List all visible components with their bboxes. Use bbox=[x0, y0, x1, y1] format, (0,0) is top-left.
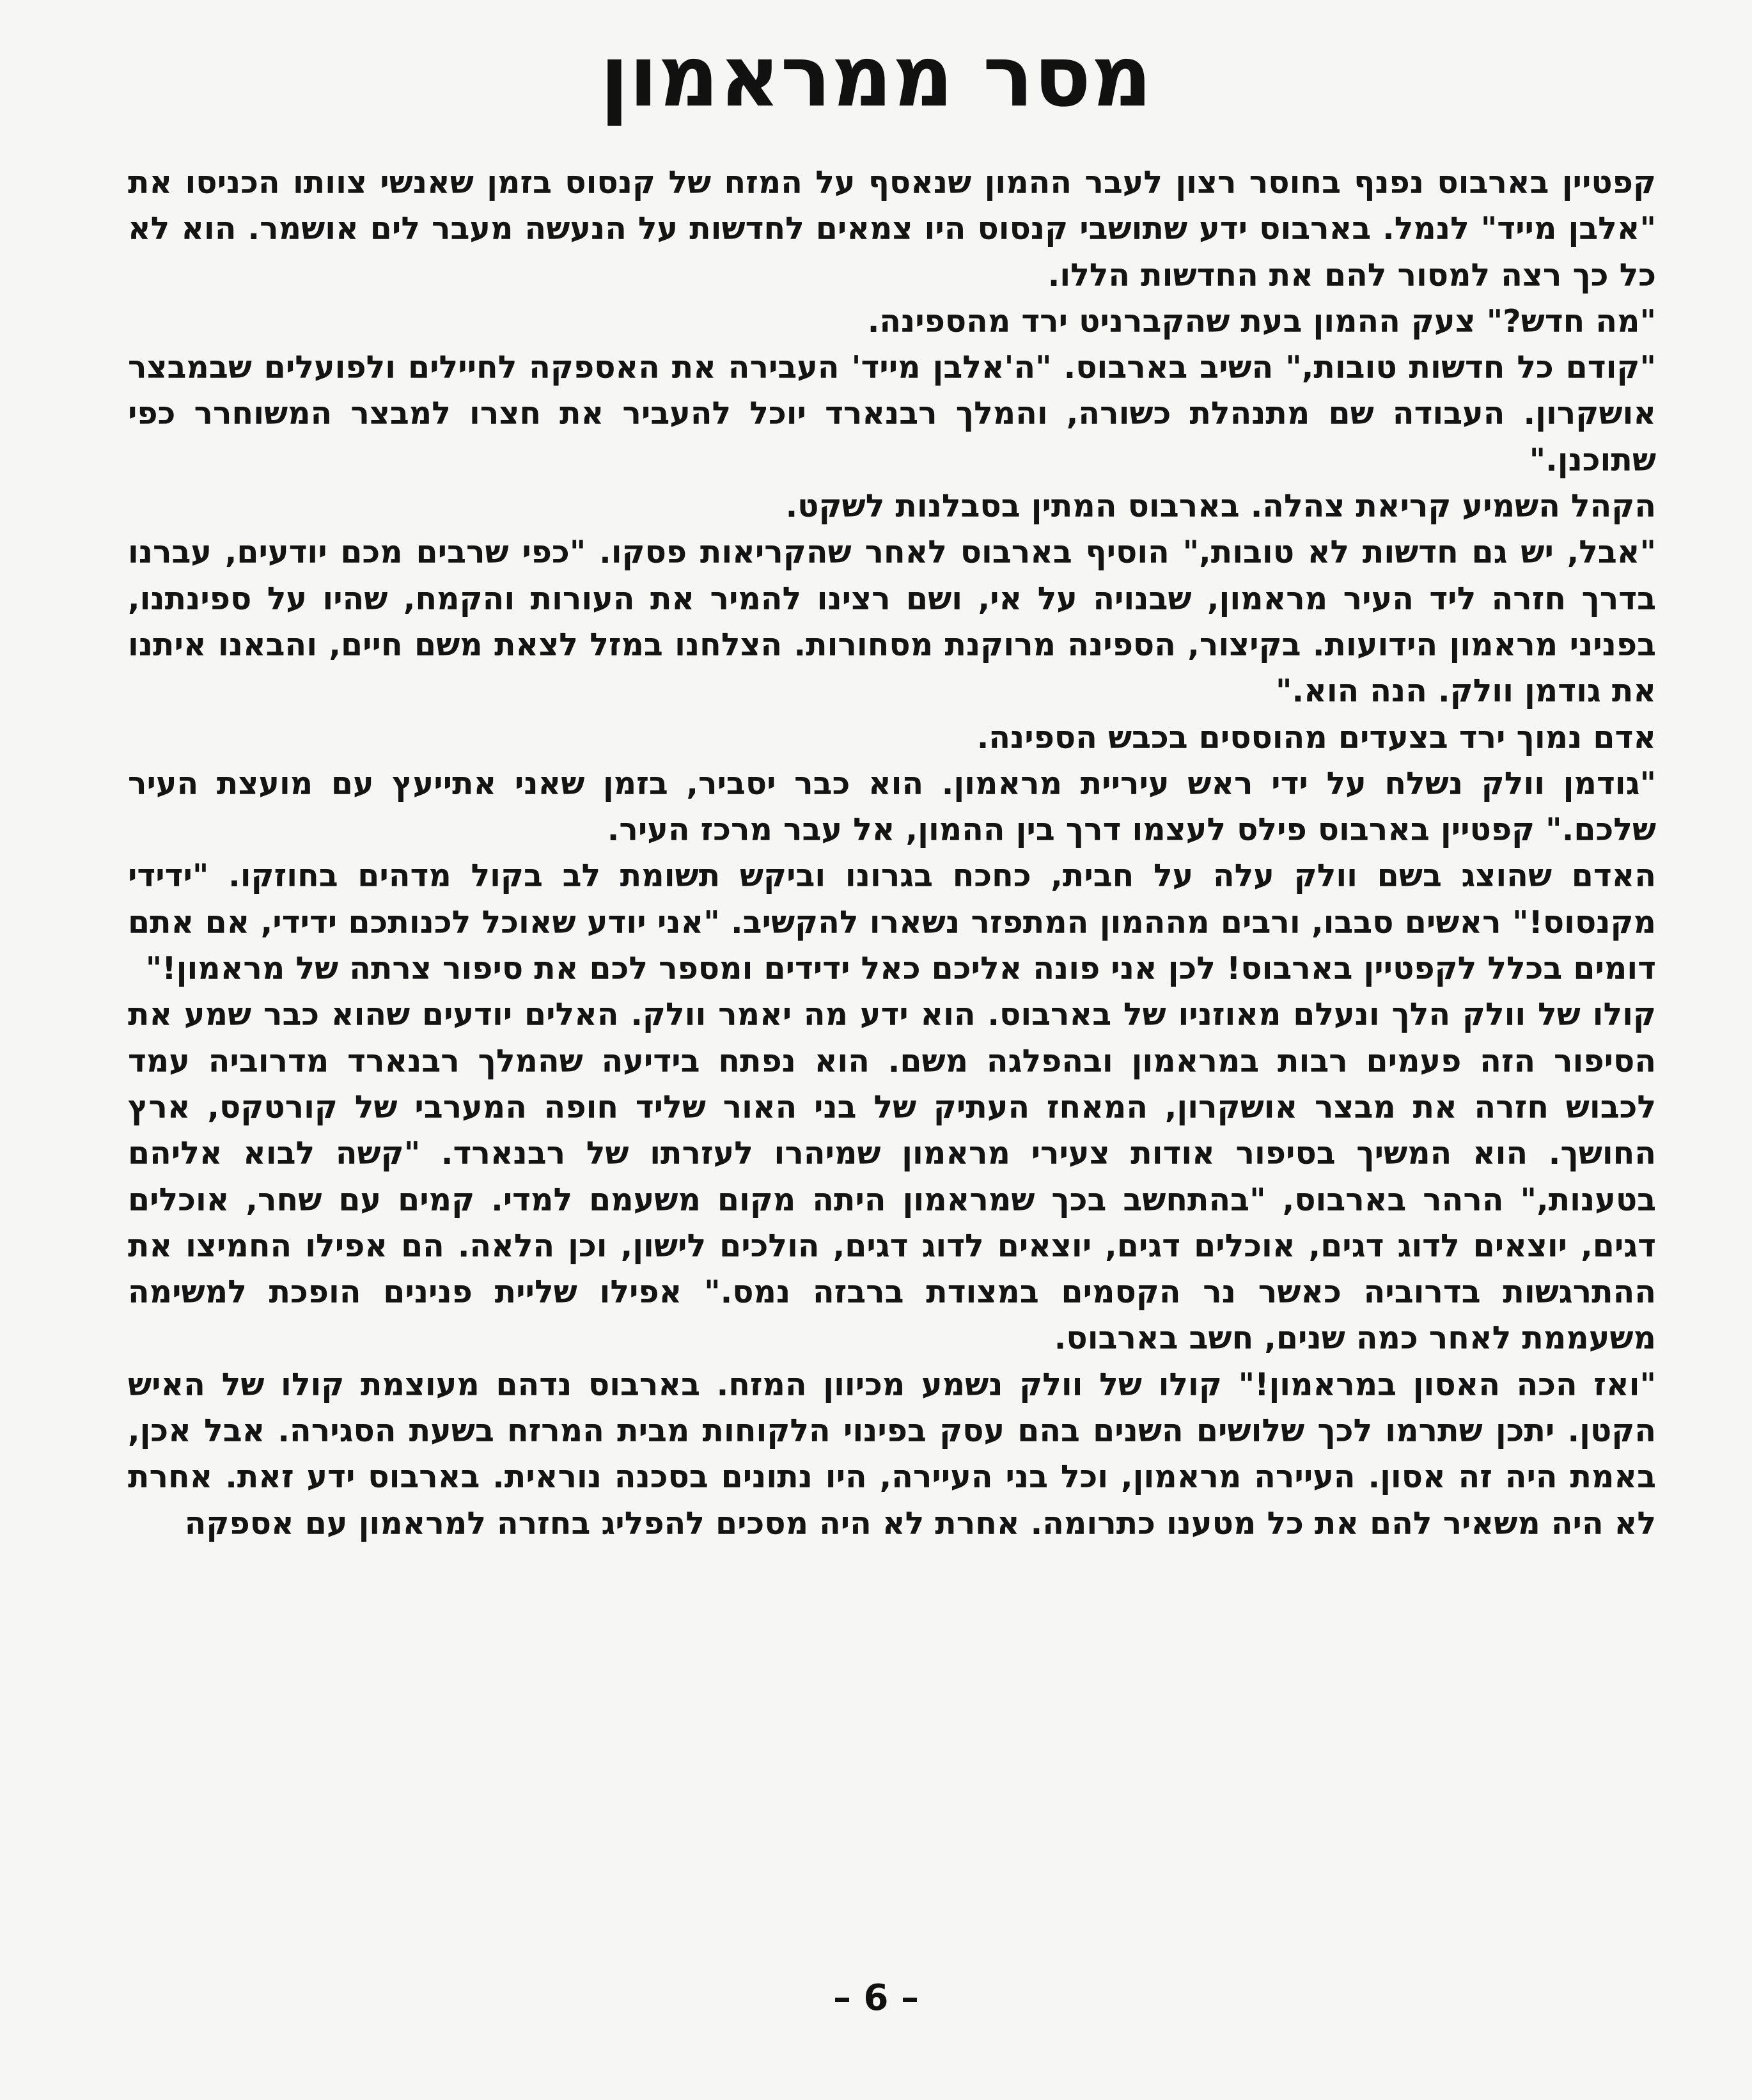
paragraph: האדם שהוצג בשם וולק עלה על חבית, כחכח בגרונו וביקש תשומת לב בקול מדהים בחוזקו. "ידידי מקנסוס!" ראשים סבבו, ורבים מההמון המתפזר נשארו להקשיב. "אני יודע שאוכל לכנותכם ידידי, אם אתם דומים בכלל לקפטיין בארבוס! לכן אני פונה אליכם כאל ידידים ומספר לכם את סיפור צרתה של מראמון!" bbox=[128, 858, 1656, 987]
paragraph: "מה חדש?" צעק ההמון בעת שהקברניט ירד מהספינה. bbox=[867, 302, 1656, 340]
paragraph: "ואז הכה האסון במראמון!" קולו של וולק נשמע מכיוון המזח. בארבוס נדהם מעוצמת קולו של האיש הקטן. יתכן שתרמו לכך שלושים השנים בהם עסק בפינוי הלקוחות מבית המרזח בשעת הסגירה. אבל אכן, באמת היה זה אסון. העיירה מראמון, וכל בני העיירה, היו נתונים בסכנה נוראית. בארבוס ידע זאת. אחרת לא היה משאיר להם את כל מטענו כתרומה. אחרת לא היה מסכים להפליג בחזרה למראמון עם אספקה bbox=[128, 1366, 1656, 1542]
paragraph: "גודמן וולק נשלח על ידי ראש עיריית מראמון. הוא כבר יסביר, בזמן שאני אתייעץ עם מועצת העיר שלכם." קפטיין בארבוס פילס לעצמו דרך בין ההמון, אל עבר מרכז העיר. bbox=[128, 765, 1656, 849]
page-title: מסר ממראמון bbox=[600, 27, 1152, 126]
paragraph: אדם נמוך ירד בצעדים מהוססים בכבש הספינה. bbox=[976, 719, 1656, 756]
paragraph: קולו של וולק הלך ונעלם מאוזניו של בארבוס. הוא ידע מה יאמר וולק. האלים יודעים שהוא כבר שמע את הסיפור הזה פעמים רבות במראמון ובהפלגה משם. הוא נפתח בידיעה שהמלך רבנארד מדרוביה עמד לכבוש חזרה את מבצר אושקרון, המאחז העתיק של בני האור שליד חופה המערבי של קורטקס, ארץ החושך. הוא המשיך בסיפור אודות צעירי מראמון שמיהרו לעזרתו של רבנארד. "קשה לבוא אליהם בטענות," הרהר בארבוס, "בהתחשב בכך שמראמון היתה מקום משעמם למדי. קמים עם שחר, אוכלים דגים, יוצאים לדוג דגים, אוכלים דגים, יוצאים לדוג דגים, הולכים לישון, וכן הלאה. הם אפילו החמיצו את ההתרגשות בדרוביה כאשר נר הקסמים במצודת ברבזה נמס." אפילו שליית פנינים הופכת למשימה משעממת לאחר כמה שנים, חשב בארבוס. bbox=[128, 996, 1656, 1357]
paragraph: קפטיין בארבוס נפנף בחוסר רצון לעבר ההמון שנאסף על המזח של קנסוס בזמן שאנשי צוותו הכניסו את "אלבן מייד" לנמל. בארבוס ידע שתושבי קנסוס היו צמאים לחדשות על הנעשה מעבר לים אושמר. הוא לא כל כך רצה למסור להם את החדשות הללו. bbox=[128, 164, 1656, 294]
paragraph: הקהל השמיע קריאת צהלה. בארבוס המתין בסבלנות לשקט. bbox=[785, 488, 1656, 525]
page-number: – 6 – bbox=[833, 1977, 919, 2019]
paragraph: "אבל, יש גם חדשות לא טובות," הוסיף בארבוס לאחר שהקריאות פסקו. "כפי שרבים מכם יודעים, עברנו בדרך חזרה ליד העיר מראמון, שבנויה על אי, ושם רצינו להמיר את העורות והקמח, שהיו על ספינתנו, בפניני מראמון הידועות. בקיצור, הספינה מרוקנת מסחורות. הצלחנו במזל לצאת משם חיים, והבאנו איתנו את גודמן וולק. הנה הוא." bbox=[128, 534, 1656, 710]
story-text bbox=[128, 160, 1656, 1547]
paragraph: "קודם כל חדשות טובות," השיב בארבוס. "ה'אלבן מייד' העבירה את האספקה לחיילים ולפועלים שבמבצר אושקרון. העבודה שם מתנהלת כשורה, והמלך רבנארד יוכל להעביר את חצרו למבצר המשוחרר כפי שתוכנן." bbox=[128, 349, 1656, 478]
